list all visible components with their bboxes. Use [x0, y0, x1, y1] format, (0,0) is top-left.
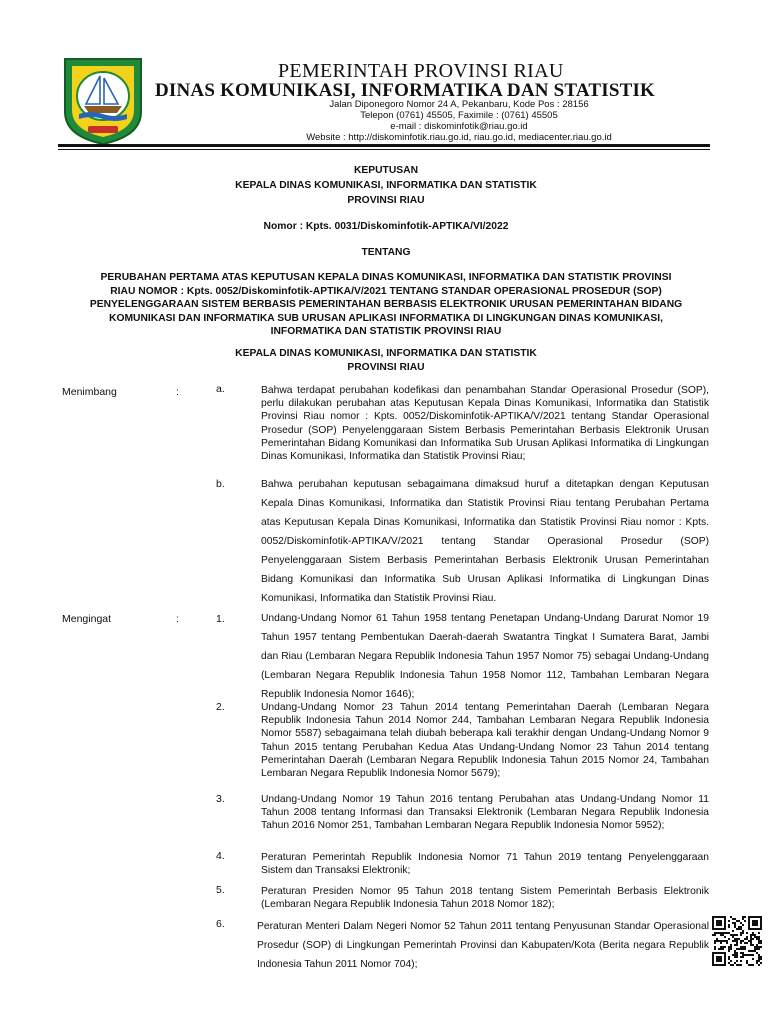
signer-line-2: PROVINSI RIAU [347, 362, 425, 373]
menimbang-colon: : [176, 386, 179, 398]
consideration-marker: a. [216, 383, 225, 395]
decree-heading: KEPUTUSAN [353, 165, 419, 176]
legal-basis-marker: 1. [216, 613, 225, 625]
subject-line-1: PERUBAHAN PERTAMA ATAS KEPUTUSAN KEPALA DINAS KOMUNIKASI, INFORMATIKA DAN STATISTIK PROVINSI [100, 272, 672, 283]
legal-basis-text: Undang-Undang Nomor 23 Tahun 2014 tentang Pemerintahan Daerah (Lembaran Negara Republik Indonesia Tahun 2014 Nomor 244, Tambahan Lembaran Negara Republik Indonesia Nomor 5587) sebagaimana telah diubah beberapa kali terakhir dengan Undang-Undang Nomor 9 Tahun 2015 tentang Perubahan Kedua Atas Undang-Undang Nomor 23 Tahun 2014 tentang Pemerintahan Daerah (Lembaran Negara Republik Indonesia Tahun 2015 Nomor 24, Tambahan Lembaran Negara Republik Indonesia Nomor 5679); [261, 702, 709, 780]
letterhead-email: e-mail : diskominfotik@riau.go.id [390, 121, 528, 132]
decree-subject [60, 271, 712, 339]
subject-line-5: INFORMATIKA DAN STATISTIK PROVINSI RIAU [270, 326, 502, 338]
legal-basis-marker: 4. [216, 850, 225, 862]
signer-line-1: KEPALA DINAS KOMUNIKASI, INFORMATIKA DAN STATISTIK [235, 348, 537, 359]
consideration-text: Bahwa terdapat perubahan kodefikasi dan penambahan Standar Operasional Prosedur (SOP), perlu dilakukan perubahan atas Keputusan Kepala Dinas Komunikasi, Informatika dan Statistik Provinsi Riau nomor : Kpts. 0052/Diskominfotik-APTIKA/V/2021 tentang Standar Operasional Prosedur (SOP) Penyelenggaraan Sistem Berbasis Pemerintahan Berbasis Elektronik Urusan Pemerintahan Bidang Komunikasi dan Informatika Sub Urusan Aplikasi Informatika di Lingkungan Dinas Komunikasi, Informatika dan Statistik Provinsi Riau; [261, 385, 709, 463]
letterhead-divider-thin [58, 149, 710, 150]
legal-basis-text: Peraturan Presiden Nomor 95 Tahun 2018 tentang Sistem Pemerintah Berbasis Elektronik (Lembaran Negara Republik Indonesia Tahun 2018 Nomor 182); [261, 886, 709, 911]
riau-province-emblem [62, 56, 144, 146]
legal-basis-text: Peraturan Menteri Dalam Negeri Nomor 52 Tahun 2011 tentang Penyusunan Standar Operasional Prosedur (SOP) di Lingkungan Pemerintah Provinsi dan Kabupaten/Kota (Berita negara Republik Indonesia Tahun 2011 Nomor 704); [257, 921, 709, 970]
mengingat-label: Mengingat [62, 613, 112, 625]
mengingat-colon: : [176, 613, 179, 625]
issuer-line-1: KEPALA DINAS KOMUNIKASI, INFORMATIKA DAN STATISTIK [235, 180, 537, 191]
consideration-text: Bahwa perubahan keputusan sebagaimana dimaksud huruf a ditetapkan dengan Keputusan Kepala Dinas Komunikasi, Informatika dan Statistik Provinsi Riau tentang Perubahan Pertama atas Keputusan Kepala Dinas Komunikasi, Informatika dan Statistik Provinsi Riau nomor : Kpts. 0052/Diskominfotik-APTIKA/V/2021 tentang Standar Operasional Prosedur (SOP) Penyelenggaraan Sistem Berbasis Pemerintahan Berbasis Elektronik Urusan Pemerintahan Bidang Komunikasi dan Informatika Sub Urusan Aplikasi Informatika di Lingkungan Dinas Komunikasi, Informatika dan Statistik Provinsi Riau. [261, 479, 709, 604]
letterhead-address: Jalan Diponegoro Nomor 24 A, Pekanbaru, Kode Pos : 28156 [329, 99, 589, 110]
issuer-line-2: PROVINSI RIAU [347, 195, 425, 206]
letterhead-phone: Telepon (0761) 45505, Faximile : (0761) 45505 [360, 110, 558, 121]
legal-basis-text: Undang-Undang Nomor 61 Tahun 1958 tentang Penetapan Undang-Undang Darurat Nomor 19 Tahun 1957 tentang Pembentukan Daerah-daerah Swatantra Tingkat I Sumatera Barat, Jambi dan Riau (Lembaran Negara Republik Indonesia Tahun 1957 Nomor 75) sebagai Undang-Undang (Lembaran Negara Republik Indonesia Tahun 1958 Nomor 112, Tambahan Lembaran Negara Republik Indonesia Nomor 1646); [261, 613, 709, 700]
menimbang-label: Menimbang [62, 386, 117, 398]
consideration-marker: b. [216, 478, 225, 490]
letterhead-government: PEMERINTAH PROVINSI RIAU [278, 60, 564, 82]
qr-code-icon [711, 916, 763, 966]
tentang-heading: TENTANG [361, 247, 411, 258]
legal-basis-marker: 3. [216, 793, 225, 805]
subject-line-4: KOMUNIKASI DAN INFORMATIKA SUB URUSAN APLIKASI INFORMATIKA DI LINGKUNGAN DINAS KOMUNIKASI, [109, 312, 663, 324]
legal-basis-text: Peraturan Pemerintah Republik Indonesia Nomor 71 Tahun 2019 tentang Penyelenggaraan Sistem dan Transaksi Elektronik; [261, 852, 709, 877]
subject-line-3: PENYELENGGARAAN SISTEM BERBASIS PEMERINTAHAN BERBASIS ELEKTRONIK URUSAN PEMERINTAHAN BIDANG [89, 299, 683, 311]
letterhead-divider-thick [58, 144, 710, 147]
legal-basis-marker: 2. [216, 701, 225, 713]
decree-number: Nomor : Kpts. 0031/Diskominfotik-APTIKA/VI/2022 [263, 221, 509, 232]
letterhead-website: Website : http://diskominfotik.riau.go.id, riau.go.id, mediacenter.riau.go.id [306, 132, 612, 143]
letterhead-agency: DINAS KOMUNIKASI, INFORMATIKA DAN STATISTIK [155, 80, 656, 101]
legal-basis-marker: 6. [216, 918, 225, 930]
legal-basis-text: Undang-Undang Nomor 19 Tahun 2016 tentang Perubahan atas Undang-Undang Nomor 11 Tahun 2008 tentang Informasi dan Transaksi Elektronik (Lembaran Negara Republik Indonesia Tahun 2016 Nomor 251, Tambahan Lembaran Negara Republik Indonesia Nomor 5952); [261, 794, 709, 832]
subject-line-2: RIAU NOMOR : Kpts. 0052/Diskominfotik-APTIKA/V/2021 TENTANG STANDAR OPERASIONAL PROSEDUR (SOP) [110, 285, 662, 297]
legal-basis-marker: 5. [216, 884, 225, 896]
